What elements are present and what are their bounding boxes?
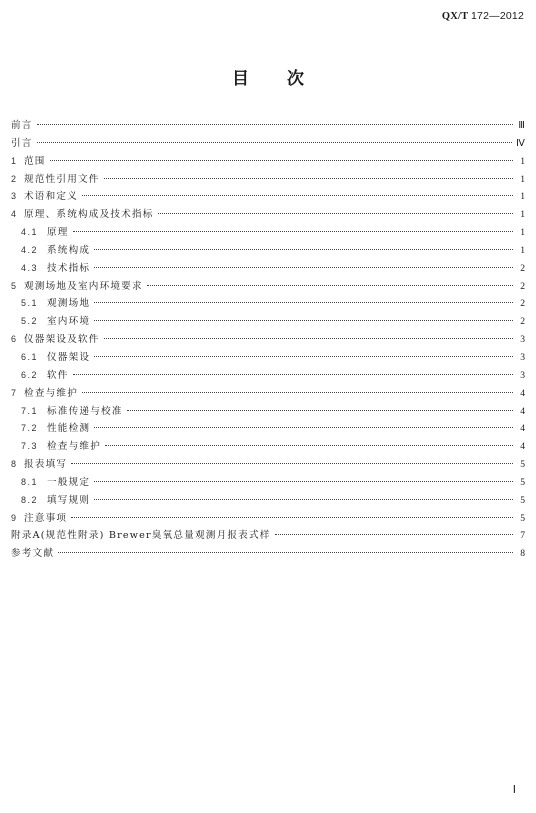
toc-entry[interactable] <box>11 349 525 367</box>
toc-entry-label: 观测场地及室内环境要求 <box>24 280 143 292</box>
toc-entry[interactable] <box>11 188 525 206</box>
toc-entry-page: 1 <box>520 191 525 203</box>
toc-entry-page: 1 <box>520 244 525 256</box>
toc-entry[interactable] <box>11 385 525 403</box>
toc-dot-leader <box>94 249 513 250</box>
toc-entry[interactable] <box>11 403 525 421</box>
toc-entry-number: 4.3 <box>21 262 39 273</box>
toc-dot-leader <box>82 195 513 196</box>
toc-dot-leader <box>94 320 513 321</box>
toc-dot-leader <box>275 534 513 535</box>
toc-entry-page: 4 <box>520 441 525 453</box>
toc-entry[interactable] <box>11 313 525 331</box>
toc-entry-page: 2 <box>520 262 525 274</box>
toc-entry-number: 7.3 <box>21 441 39 452</box>
toc-dot-leader <box>94 427 513 428</box>
toc-entry-label: 一般规定 <box>47 476 91 488</box>
toc-entry-page: 1 <box>520 227 525 239</box>
footer-page-number: Ⅰ <box>512 784 516 796</box>
toc-dot-leader <box>94 499 513 500</box>
toc-dot-leader <box>94 481 513 482</box>
toc-dot-leader <box>71 463 513 464</box>
toc-entry-page: 2 <box>520 280 525 292</box>
toc-entry-label: 报表填写 <box>24 459 68 471</box>
toc-entry-number: 2 <box>11 173 17 184</box>
toc-entry-page: 1 <box>520 209 525 221</box>
table-of-contents <box>11 117 525 563</box>
toc-entry-page: 1 <box>520 173 525 185</box>
toc-dot-leader <box>50 160 513 161</box>
toc-entry-page: 2 <box>520 316 525 328</box>
toc-entry-page: 4 <box>520 405 525 417</box>
toc-entry-number: 5.2 <box>21 316 39 327</box>
toc-entry-label: 引言 <box>11 137 33 149</box>
toc-entry-label: 软件 <box>47 369 69 381</box>
toc-entry-number: 3 <box>11 191 17 202</box>
toc-entry[interactable] <box>11 438 525 456</box>
toc-entry[interactable] <box>11 242 525 260</box>
toc-entry[interactable] <box>11 367 525 385</box>
toc-entry[interactable] <box>11 135 525 153</box>
toc-entry[interactable] <box>11 510 525 528</box>
toc-entry-page: 3 <box>520 334 525 346</box>
toc-entry-number: 4.2 <box>21 244 39 255</box>
toc-dot-leader <box>104 338 513 339</box>
toc-entry-label: 系统构成 <box>47 244 91 256</box>
toc-dot-leader <box>73 374 513 375</box>
toc-entry-label: 前言 <box>11 120 33 131</box>
toc-entry[interactable] <box>11 527 525 545</box>
toc-entry-page: 2 <box>520 298 525 310</box>
toc-entry-page: 5 <box>520 476 525 488</box>
toc-entry-number: 7.1 <box>21 405 39 416</box>
toc-entry-label: 室内环境 <box>47 316 91 328</box>
toc-entry-label: 检查与维护 <box>47 441 101 453</box>
toc-entry[interactable] <box>11 206 525 224</box>
toc-entry-label: 观测场地 <box>47 298 91 310</box>
toc-entry-label: 仪器架设及软件 <box>24 334 100 346</box>
toc-entry[interactable] <box>11 117 525 135</box>
toc-entry-page: 7 <box>520 530 525 542</box>
toc-entry-page: Ⅳ <box>516 137 525 149</box>
toc-entry[interactable] <box>11 171 525 189</box>
toc-entry-number: 7.2 <box>21 423 39 434</box>
toc-entry-label: 原理、系统构成及技术指标 <box>24 209 154 221</box>
standard-code-number: 172—2012 <box>471 10 524 22</box>
toc-entry[interactable] <box>11 153 525 171</box>
toc-entry-number: 7 <box>11 387 17 398</box>
toc-dot-leader <box>127 410 513 411</box>
toc-dot-leader <box>71 517 513 518</box>
toc-entry-number: 9 <box>11 512 17 523</box>
toc-entry-page: 5 <box>520 459 525 471</box>
toc-entry[interactable] <box>11 474 525 492</box>
toc-dot-leader <box>147 285 513 286</box>
toc-dot-leader <box>94 302 513 303</box>
toc-entry[interactable] <box>11 331 525 349</box>
toc-dot-leader <box>37 124 513 125</box>
toc-entry-number: 8.2 <box>21 494 39 505</box>
toc-entry-number: 1 <box>11 155 17 166</box>
toc-entry-page: 3 <box>520 369 525 381</box>
toc-entry[interactable] <box>11 492 525 510</box>
toc-entry[interactable] <box>11 260 525 278</box>
page-title: 目次 <box>232 69 342 89</box>
toc-entry-number: 8.1 <box>21 476 39 487</box>
toc-entry-label: 参考文献 <box>11 548 55 560</box>
toc-entry-label: 技术指标 <box>47 262 91 274</box>
toc-dot-leader <box>105 445 513 446</box>
standard-code <box>442 10 524 22</box>
toc-entry[interactable] <box>11 420 525 438</box>
toc-entry-number: 6.1 <box>21 351 39 362</box>
toc-entry-label: 检查与维护 <box>24 387 78 399</box>
toc-entry[interactable] <box>11 278 525 296</box>
toc-dot-leader <box>94 267 513 268</box>
toc-entry-label: 注意事项 <box>24 512 68 524</box>
toc-entry-number: 4 <box>11 209 17 220</box>
toc-entry-label: 性能检测 <box>47 423 91 435</box>
toc-entry-page: 4 <box>520 423 525 435</box>
toc-dot-leader <box>73 231 513 232</box>
toc-dot-leader <box>158 213 513 214</box>
toc-entry-page: 3 <box>520 351 525 363</box>
toc-entry-label: 附录A(规范性附录) Brewer臭氧总量观测月报表式样 <box>11 530 271 542</box>
toc-entry-label: 填写规则 <box>47 494 91 506</box>
toc-dot-leader <box>37 142 513 143</box>
toc-entry-number: 8 <box>11 459 17 470</box>
toc-entry[interactable] <box>11 545 525 563</box>
toc-dot-leader <box>58 552 513 553</box>
toc-entry-page: 5 <box>520 494 525 506</box>
toc-entry[interactable] <box>11 456 525 474</box>
toc-entry-page: 5 <box>520 512 525 524</box>
toc-entry-label: 仪器架设 <box>47 351 91 363</box>
toc-entry[interactable] <box>11 224 525 242</box>
toc-entry-label: 规范性引用文件 <box>24 173 100 185</box>
toc-entry-number: 6 <box>11 334 17 345</box>
toc-entry-number: 5.1 <box>21 298 39 309</box>
toc-entry-label: 术语和定义 <box>24 191 78 203</box>
toc-entry-number: 5 <box>11 280 17 291</box>
toc-entry-label: 标准传递与校准 <box>47 405 123 417</box>
toc-entry-number: 4.1 <box>21 227 39 238</box>
toc-entry-label: 范围 <box>24 155 46 167</box>
standard-code-prefix: QX/T <box>441 11 469 22</box>
toc-entry-label: 原理 <box>47 227 69 239</box>
toc-dot-leader <box>82 392 513 393</box>
toc-entry-page: 8 <box>520 548 525 560</box>
toc-dot-leader <box>94 356 513 357</box>
toc-entry-number: 6.2 <box>21 369 39 380</box>
toc-entry-page: 1 <box>520 155 525 167</box>
toc-entry[interactable] <box>11 295 525 313</box>
toc-entry-page: Ⅲ <box>518 120 525 131</box>
toc-entry-page: 4 <box>520 387 525 399</box>
toc-dot-leader <box>104 178 513 179</box>
